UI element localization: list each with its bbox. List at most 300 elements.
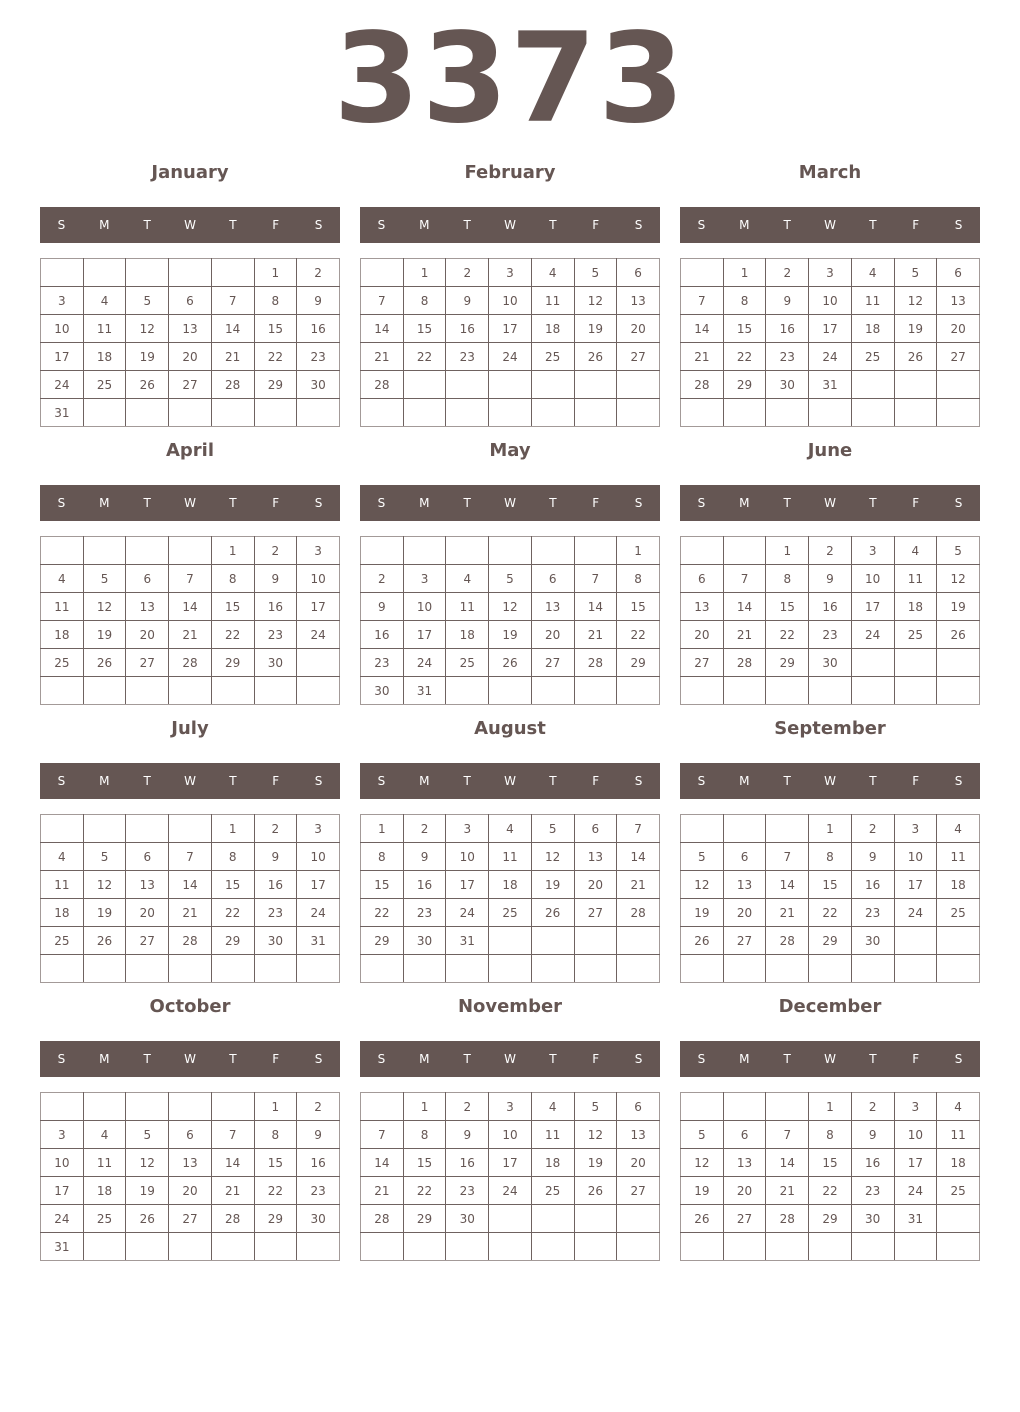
- day-cell: 3: [41, 1121, 84, 1149]
- day-cell: 3: [809, 259, 852, 287]
- day-cell: 8: [361, 843, 404, 871]
- weekday-label: M: [99, 774, 110, 788]
- day-cell: 11: [41, 871, 84, 899]
- day-cell: 14: [361, 315, 404, 343]
- day-cell: 15: [809, 871, 852, 899]
- week-row: [361, 537, 660, 565]
- day-cell: 10: [894, 843, 937, 871]
- month-january: [40, 161, 340, 431]
- day-cell: 15: [617, 593, 660, 621]
- day-cell: 3: [851, 537, 894, 565]
- weekday-label: T: [549, 496, 557, 510]
- weekday-label: S: [954, 218, 963, 232]
- day-cell: 16: [254, 593, 297, 621]
- week-row: [681, 1205, 980, 1233]
- day-cell: [574, 677, 617, 705]
- week-row: [681, 1149, 980, 1177]
- day-cell: [41, 677, 84, 705]
- day-cell: [489, 955, 532, 983]
- week-row: [681, 871, 980, 899]
- week-row: [41, 399, 340, 427]
- weekday-label: S: [57, 774, 66, 788]
- day-cell: 22: [766, 621, 809, 649]
- day-cell: 14: [211, 315, 254, 343]
- day-cell: 8: [617, 565, 660, 593]
- day-cell: 15: [211, 871, 254, 899]
- day-cell: 10: [809, 287, 852, 315]
- day-cell: [446, 677, 489, 705]
- day-cell: 24: [403, 649, 446, 677]
- week-row: [361, 677, 660, 705]
- day-cell: 3: [489, 259, 532, 287]
- day-cell: [169, 815, 212, 843]
- week-row: [41, 259, 340, 287]
- day-cell: 19: [574, 315, 617, 343]
- day-cell: 6: [723, 843, 766, 871]
- day-cell: 24: [41, 1205, 84, 1233]
- day-cell: 30: [297, 371, 340, 399]
- day-cell: 25: [851, 343, 894, 371]
- day-cell: [489, 927, 532, 955]
- day-cell: 1: [254, 1093, 297, 1121]
- week-row: [361, 899, 660, 927]
- day-cell: 30: [809, 649, 852, 677]
- weekday-label: W: [184, 496, 196, 510]
- weekday-label: S: [697, 1052, 706, 1066]
- weekday-label: S: [954, 496, 963, 510]
- month-november: [360, 995, 660, 1265]
- day-grid: [680, 258, 980, 427]
- day-grid: [680, 1092, 980, 1261]
- weekday-label: S: [57, 496, 66, 510]
- weekday-label: T: [549, 218, 557, 232]
- day-cell: 12: [126, 315, 169, 343]
- day-cell: [851, 649, 894, 677]
- day-cell: 4: [41, 843, 84, 871]
- day-cell: 26: [83, 927, 126, 955]
- day-cell: 22: [809, 899, 852, 927]
- month-may: [360, 439, 660, 709]
- week-row: [41, 537, 340, 565]
- week-row: [681, 649, 980, 677]
- day-cell: [211, 955, 254, 983]
- day-cell: 24: [489, 343, 532, 371]
- day-cell: 15: [211, 593, 254, 621]
- day-cell: 31: [403, 677, 446, 705]
- day-cell: 16: [851, 1149, 894, 1177]
- day-cell: 29: [254, 371, 297, 399]
- week-row: [681, 899, 980, 927]
- day-cell: 19: [894, 315, 937, 343]
- weekday-header: [360, 485, 660, 521]
- day-cell: 11: [851, 287, 894, 315]
- day-cell: 9: [403, 843, 446, 871]
- weekday-label: M: [419, 496, 430, 510]
- day-cell: 23: [403, 899, 446, 927]
- day-cell: 2: [361, 565, 404, 593]
- day-cell: 5: [83, 565, 126, 593]
- weekday-label: S: [954, 1052, 963, 1066]
- weekday-label: W: [824, 774, 836, 788]
- day-cell: [83, 1093, 126, 1121]
- day-cell: [681, 815, 724, 843]
- day-cell: [489, 537, 532, 565]
- weekday-label: F: [912, 1052, 920, 1066]
- day-cell: 22: [361, 899, 404, 927]
- day-cell: 14: [211, 1149, 254, 1177]
- day-cell: 23: [446, 1177, 489, 1205]
- week-row: [681, 315, 980, 343]
- weekday-label: S: [377, 774, 386, 788]
- day-cell: 1: [766, 537, 809, 565]
- day-cell: [766, 815, 809, 843]
- day-cell: [531, 955, 574, 983]
- day-cell: 24: [297, 899, 340, 927]
- day-cell: 9: [361, 593, 404, 621]
- day-cell: 6: [617, 259, 660, 287]
- day-cell: 29: [766, 649, 809, 677]
- day-cell: 20: [169, 343, 212, 371]
- day-cell: 14: [169, 593, 212, 621]
- day-cell: [766, 1233, 809, 1261]
- day-cell: 7: [617, 815, 660, 843]
- week-row: [361, 843, 660, 871]
- week-row: [41, 649, 340, 677]
- weekday-label: F: [272, 218, 280, 232]
- day-cell: 19: [681, 899, 724, 927]
- weekday-label: T: [229, 496, 237, 510]
- day-grid: [40, 258, 340, 427]
- day-cell: 29: [361, 927, 404, 955]
- day-cell: 23: [851, 1177, 894, 1205]
- day-cell: [446, 399, 489, 427]
- week-row: [41, 677, 340, 705]
- day-cell: 27: [169, 1205, 212, 1233]
- weekday-label: T: [229, 1052, 237, 1066]
- day-cell: 13: [169, 1149, 212, 1177]
- day-cell: 25: [446, 649, 489, 677]
- weekday-label: T: [229, 774, 237, 788]
- day-cell: 17: [489, 315, 532, 343]
- day-grid: [360, 1092, 660, 1261]
- day-cell: [617, 677, 660, 705]
- month-title: March: [798, 162, 862, 183]
- day-cell: [83, 677, 126, 705]
- weekday-label: S: [697, 774, 706, 788]
- day-cell: 12: [83, 593, 126, 621]
- weekday-label: M: [99, 496, 110, 510]
- day-cell: 25: [894, 621, 937, 649]
- weekday-label: M: [99, 1052, 110, 1066]
- day-cell: 12: [894, 287, 937, 315]
- day-cell: 26: [83, 649, 126, 677]
- day-cell: 26: [574, 343, 617, 371]
- day-cell: 3: [41, 287, 84, 315]
- day-cell: [574, 927, 617, 955]
- day-cell: [361, 1233, 404, 1261]
- day-cell: 23: [766, 343, 809, 371]
- day-cell: 1: [211, 815, 254, 843]
- day-cell: [83, 815, 126, 843]
- day-cell: [723, 677, 766, 705]
- weekday-label: T: [783, 496, 791, 510]
- day-cell: [681, 259, 724, 287]
- day-cell: 8: [403, 287, 446, 315]
- day-cell: 28: [766, 1205, 809, 1233]
- day-cell: 9: [254, 565, 297, 593]
- day-cell: 7: [723, 565, 766, 593]
- day-cell: 2: [851, 815, 894, 843]
- day-cell: 6: [126, 843, 169, 871]
- day-cell: [681, 1093, 724, 1121]
- day-cell: 14: [617, 843, 660, 871]
- day-cell: 28: [361, 1205, 404, 1233]
- day-cell: 5: [681, 1121, 724, 1149]
- day-cell: 8: [254, 1121, 297, 1149]
- day-cell: 10: [446, 843, 489, 871]
- day-cell: 1: [617, 537, 660, 565]
- weekday-label: T: [549, 1052, 557, 1066]
- day-cell: 27: [723, 927, 766, 955]
- day-cell: 7: [169, 843, 212, 871]
- month-title: December: [778, 996, 882, 1017]
- day-cell: 10: [297, 843, 340, 871]
- day-cell: 31: [446, 927, 489, 955]
- day-cell: 13: [681, 593, 724, 621]
- day-cell: [894, 371, 937, 399]
- day-cell: 1: [809, 815, 852, 843]
- week-row: [41, 287, 340, 315]
- day-cell: [766, 955, 809, 983]
- day-cell: 9: [851, 1121, 894, 1149]
- weekday-label: S: [377, 218, 386, 232]
- weekday-header: [360, 763, 660, 799]
- day-grid: [680, 814, 980, 983]
- day-cell: 9: [446, 287, 489, 315]
- week-row: [681, 287, 980, 315]
- day-cell: [41, 815, 84, 843]
- day-cell: 11: [531, 287, 574, 315]
- day-cell: 28: [211, 1205, 254, 1233]
- day-cell: 29: [617, 649, 660, 677]
- weekday-label: W: [824, 218, 836, 232]
- day-cell: 16: [254, 871, 297, 899]
- week-row: [41, 371, 340, 399]
- weekday-header: [40, 1041, 340, 1077]
- day-cell: 29: [254, 1205, 297, 1233]
- day-cell: [446, 371, 489, 399]
- day-cell: [297, 677, 340, 705]
- day-cell: [723, 399, 766, 427]
- weekday-header: [40, 763, 340, 799]
- day-cell: 24: [489, 1177, 532, 1205]
- weekday-label: W: [504, 774, 516, 788]
- day-cell: [574, 1205, 617, 1233]
- day-cell: 15: [254, 315, 297, 343]
- day-cell: 1: [254, 259, 297, 287]
- day-cell: [126, 955, 169, 983]
- day-cell: [211, 1233, 254, 1261]
- day-cell: [681, 677, 724, 705]
- day-cell: 7: [361, 287, 404, 315]
- day-cell: [361, 259, 404, 287]
- day-cell: 29: [211, 649, 254, 677]
- weekday-label: M: [99, 218, 110, 232]
- week-row: [361, 593, 660, 621]
- day-cell: 19: [126, 343, 169, 371]
- week-row: [361, 1093, 660, 1121]
- day-cell: 21: [617, 871, 660, 899]
- weekday-label: T: [229, 218, 237, 232]
- weekday-label: T: [463, 1052, 471, 1066]
- day-cell: 7: [766, 1121, 809, 1149]
- day-cell: [894, 927, 937, 955]
- day-cell: [531, 1205, 574, 1233]
- weekday-label: F: [592, 496, 600, 510]
- day-cell: 17: [446, 871, 489, 899]
- day-cell: 20: [617, 315, 660, 343]
- week-row: [41, 955, 340, 983]
- weekday-label: W: [504, 218, 516, 232]
- day-cell: 20: [617, 1149, 660, 1177]
- month-title: October: [149, 996, 231, 1017]
- weekday-label: S: [314, 1052, 323, 1066]
- day-cell: 9: [766, 287, 809, 315]
- day-cell: 20: [531, 621, 574, 649]
- day-cell: [403, 399, 446, 427]
- day-cell: 6: [617, 1093, 660, 1121]
- day-cell: 2: [254, 537, 297, 565]
- day-cell: 20: [126, 899, 169, 927]
- day-cell: 11: [894, 565, 937, 593]
- day-cell: [254, 677, 297, 705]
- day-cell: 21: [766, 899, 809, 927]
- day-cell: 21: [211, 343, 254, 371]
- day-cell: 2: [851, 1093, 894, 1121]
- weekday-label: W: [184, 218, 196, 232]
- day-cell: [446, 537, 489, 565]
- weekday-label: F: [592, 774, 600, 788]
- week-row: [681, 955, 980, 983]
- week-row: [361, 1233, 660, 1261]
- day-cell: 18: [83, 1177, 126, 1205]
- day-cell: 16: [297, 1149, 340, 1177]
- day-cell: 6: [937, 259, 980, 287]
- day-cell: 16: [403, 871, 446, 899]
- day-cell: 7: [361, 1121, 404, 1149]
- week-row: [361, 1121, 660, 1149]
- day-cell: [617, 1233, 660, 1261]
- day-cell: 28: [169, 927, 212, 955]
- week-row: [681, 927, 980, 955]
- day-cell: 4: [937, 815, 980, 843]
- day-cell: [41, 537, 84, 565]
- day-cell: 16: [297, 315, 340, 343]
- day-cell: 20: [126, 621, 169, 649]
- day-cell: 17: [41, 343, 84, 371]
- week-row: [41, 315, 340, 343]
- day-cell: 24: [809, 343, 852, 371]
- day-cell: [211, 259, 254, 287]
- weekday-label: T: [463, 774, 471, 788]
- day-cell: 18: [937, 871, 980, 899]
- day-grid: [40, 536, 340, 705]
- week-row: [41, 871, 340, 899]
- day-cell: 12: [681, 871, 724, 899]
- day-cell: [531, 371, 574, 399]
- day-cell: 27: [617, 343, 660, 371]
- day-cell: [766, 1093, 809, 1121]
- day-cell: [809, 399, 852, 427]
- day-cell: 2: [403, 815, 446, 843]
- day-cell: [169, 259, 212, 287]
- day-cell: [126, 259, 169, 287]
- day-cell: 26: [894, 343, 937, 371]
- day-cell: 15: [403, 1149, 446, 1177]
- day-cell: [297, 955, 340, 983]
- week-row: [41, 343, 340, 371]
- week-row: [41, 1149, 340, 1177]
- weekday-label: T: [869, 774, 877, 788]
- week-row: [361, 343, 660, 371]
- day-cell: 10: [894, 1121, 937, 1149]
- day-cell: 7: [211, 287, 254, 315]
- day-cell: [809, 1233, 852, 1261]
- day-cell: 2: [254, 815, 297, 843]
- week-row: [681, 1093, 980, 1121]
- weekday-header: [360, 207, 660, 243]
- month-july: [40, 717, 340, 987]
- day-cell: 24: [894, 899, 937, 927]
- weekday-label: M: [739, 496, 750, 510]
- day-cell: 5: [574, 259, 617, 287]
- day-cell: [211, 399, 254, 427]
- day-cell: 16: [446, 1149, 489, 1177]
- day-cell: 7: [766, 843, 809, 871]
- day-cell: [894, 677, 937, 705]
- day-cell: 11: [41, 593, 84, 621]
- day-cell: 20: [937, 315, 980, 343]
- weekday-label: M: [419, 218, 430, 232]
- day-cell: 24: [851, 621, 894, 649]
- week-row: [361, 1205, 660, 1233]
- day-cell: 11: [937, 843, 980, 871]
- day-cell: 8: [766, 565, 809, 593]
- month-march: [680, 161, 980, 431]
- day-cell: [83, 537, 126, 565]
- weekday-label: S: [954, 774, 963, 788]
- day-cell: 3: [297, 815, 340, 843]
- day-cell: 27: [937, 343, 980, 371]
- day-cell: [937, 955, 980, 983]
- day-cell: [126, 677, 169, 705]
- day-cell: 15: [254, 1149, 297, 1177]
- weekday-label: T: [783, 1052, 791, 1066]
- day-cell: [617, 399, 660, 427]
- day-cell: [83, 399, 126, 427]
- day-cell: [489, 677, 532, 705]
- day-cell: 22: [211, 899, 254, 927]
- week-row: [361, 399, 660, 427]
- day-cell: 17: [809, 315, 852, 343]
- weekday-label: T: [869, 218, 877, 232]
- day-cell: 22: [254, 343, 297, 371]
- day-cell: 13: [723, 871, 766, 899]
- day-cell: [126, 815, 169, 843]
- day-cell: 18: [41, 899, 84, 927]
- day-cell: 25: [531, 1177, 574, 1205]
- weekday-label: W: [824, 496, 836, 510]
